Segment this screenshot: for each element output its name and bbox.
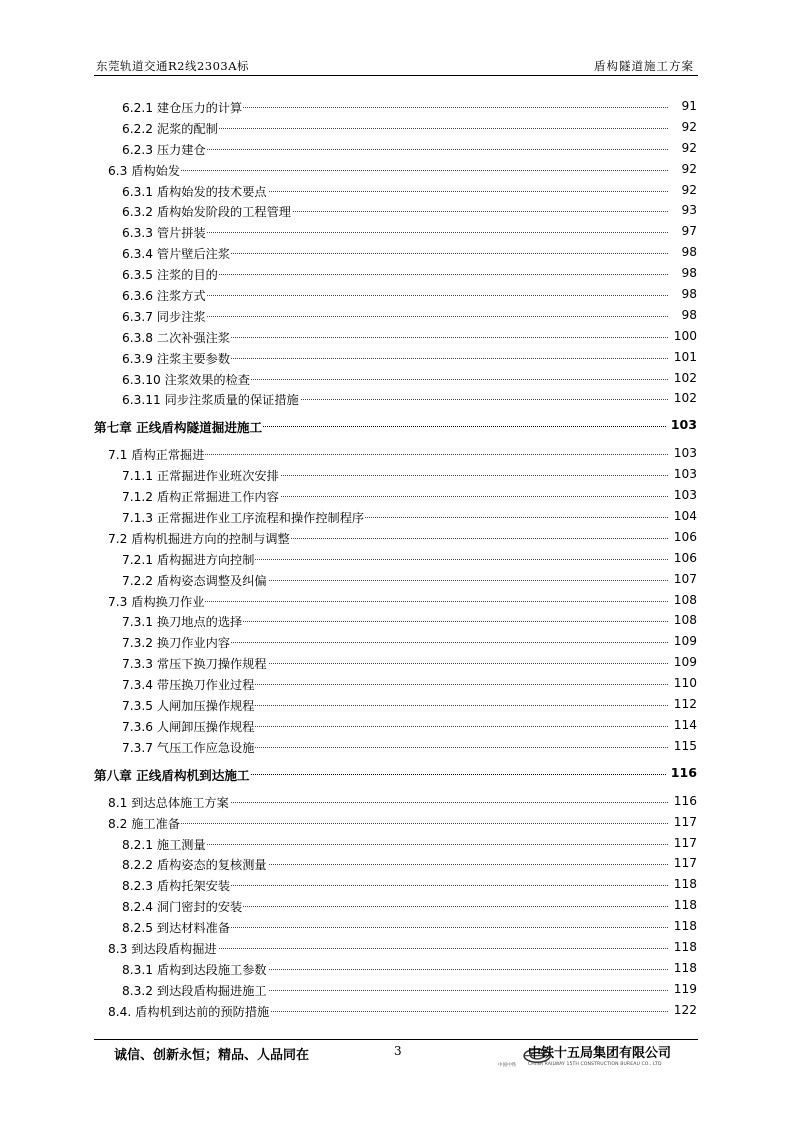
toc-chapter-entry[interactable] (94, 412, 700, 441)
toc-entry-title: 8.2 施工准备 (108, 816, 181, 831)
toc-leader-dots (108, 170, 668, 171)
toc-entry[interactable] (94, 833, 700, 854)
toc-entry[interactable] (94, 715, 700, 736)
toc-entry[interactable] (94, 464, 700, 485)
page-footer (94, 1039, 698, 1080)
toc-entry-title: 7.3.2 换刀作业内容 (122, 636, 231, 651)
toc-entry-page: 117 (673, 835, 697, 850)
toc-entry-page: 118 (673, 898, 697, 913)
toc-entry-title: 8.2.1 施工测量 (122, 837, 206, 852)
toc-entry-title: 6.3.1 盾构始发的技术要点 (122, 184, 267, 199)
toc-entry[interactable] (94, 368, 700, 389)
toc-entry-title: 7.3 盾构换刀作业 (108, 594, 205, 609)
toc-entry[interactable] (94, 200, 700, 221)
toc-entry[interactable] (94, 117, 700, 138)
toc-entry-title: 7.2.2 盾构姿态调整及纠偏 (122, 573, 267, 588)
toc-entry-title: 7.1.3 正常掘进作业工序流程和操作控制程序 (122, 511, 365, 526)
toc-entry-title: 8.4. 盾构机到达前的预防措施 (108, 1004, 270, 1019)
toc-entry[interactable] (94, 180, 700, 201)
toc-entry-title: 8.2.4 洞门密封的安装 (122, 900, 243, 915)
toc-entry-title: 7.2.1 盾构掘进方向控制 (122, 552, 255, 567)
toc-entry-page: 92 (681, 119, 697, 134)
toc-entry-page: 103 (673, 467, 697, 482)
toc-entry-page: 98 (681, 307, 697, 322)
toc-entry-page: 106 (673, 550, 697, 565)
toc-entry-page: 117 (673, 814, 697, 829)
toc-entry-page: 108 (673, 613, 697, 628)
toc-entry-page: 114 (673, 717, 697, 732)
toc-entry-title: 6.2.1 建仓压力的计算 (122, 101, 243, 115)
toc-entry-title: 第七章 正线盾构隧道掘进施工 (94, 417, 263, 436)
toc-entry[interactable] (94, 485, 700, 506)
toc-entry[interactable] (94, 326, 700, 347)
toc-entry-page: 102 (673, 370, 697, 385)
toc-entry-title: 6.3.2 盾构始发阶段的工程管理 (122, 205, 291, 220)
toc-entry-title: 8.2.5 到达材料准备 (122, 921, 231, 936)
toc-entry[interactable] (94, 736, 700, 757)
toc-entry-page: 118 (673, 960, 697, 975)
toc-entry-page: 118 (673, 939, 697, 954)
toc-entry-page: 122 (673, 1002, 697, 1017)
toc-entry-title: 7.2 盾构机掘进方向的控制与调整 (108, 531, 290, 546)
toc-entry-page: 107 (673, 571, 697, 586)
toc-entry-page: 101 (673, 349, 697, 364)
toc-entry-page: 100 (673, 328, 697, 343)
toc-entry-title: 8.3.1 盾构到达段施工参数 (122, 962, 267, 977)
toc-entry[interactable] (94, 853, 700, 874)
toc-entry-title: 7.3.6 人闸卸压操作规程 (122, 719, 255, 734)
toc-entry-title: 6.3.3 管片拼装 (122, 226, 206, 241)
toc-entry-page: 109 (673, 655, 697, 670)
footer-brand-small: 中国中铁 (498, 1063, 517, 1068)
footer-company-name-en: CHINA RAILWAY 15TH CONSTRUCTION BUREAU CO., LTD (528, 1062, 662, 1067)
toc-entry-title: 6.2.2 泥浆的配制 (122, 121, 218, 136)
toc-entry-page: 115 (673, 738, 697, 753)
toc-entry[interactable] (94, 242, 700, 263)
toc-entry-page: 110 (673, 676, 697, 691)
toc-entry-page: 116 (670, 764, 697, 780)
toc-entry[interactable] (94, 791, 700, 812)
toc-entry-page: 98 (681, 287, 697, 302)
toc-entry-page: 98 (681, 266, 697, 281)
toc-entry-page: 118 (673, 877, 697, 892)
table-of-contents (94, 96, 700, 1021)
toc-entry-page: 112 (673, 697, 697, 712)
toc-entry-page: 92 (681, 140, 697, 155)
toc-entry[interactable] (94, 979, 700, 1000)
page-number: 3 (394, 1044, 402, 1058)
toc-entry-page: 116 (673, 793, 697, 808)
toc-entry[interactable] (94, 96, 700, 117)
toc-entry-title: 6.3.10 注浆效果的检查 (122, 372, 250, 387)
toc-entry-title: 6.3.8 二次补强注浆 (122, 330, 231, 345)
toc-entry-title: 6.3.11 同步注浆质量的保证措施 (122, 393, 299, 408)
toc-entry[interactable] (94, 221, 700, 242)
toc-entry-page: 91 (681, 99, 697, 113)
toc-entry-page: 104 (673, 509, 697, 524)
toc-entry-page: 119 (673, 981, 697, 996)
toc-entry-title: 8.2.3 盾构托架安装 (122, 879, 231, 894)
toc-entry-page: 106 (673, 529, 697, 544)
toc-entry[interactable] (94, 1000, 700, 1021)
header-project-name: 东莞轨道交通R2线2303A标 (96, 59, 250, 73)
toc-leader-dots (108, 823, 668, 824)
toc-entry-title: 6.3.6 注浆方式 (122, 289, 206, 304)
toc-entry-page: 103 (673, 446, 697, 461)
toc-entry-title: 8.2.2 盾构姿态的复核测量 (122, 858, 267, 873)
toc-entry-page: 92 (681, 182, 697, 197)
toc-entry-title: 6.3 盾构始发 (108, 163, 181, 178)
toc-entry[interactable] (94, 610, 700, 631)
footer-motto: 诚信、创新永恒；精品、人品同在 (114, 1048, 310, 1063)
toc-entry-title: 第八章 正线盾构机到达施工 (94, 765, 251, 784)
toc-entry-title: 7.3.7 气压工作应急设施 (122, 740, 255, 755)
toc-entry-page: 93 (681, 203, 697, 218)
toc-entry[interactable] (94, 673, 700, 694)
toc-entry-title: 7.1 盾构正常掘进 (108, 448, 205, 463)
toc-entry-title: 6.2.3 压力建仓 (122, 142, 206, 157)
toc-entry[interactable] (94, 652, 700, 673)
toc-entry[interactable] (94, 694, 700, 715)
toc-entry-page: 97 (681, 224, 697, 239)
toc-entry-page: 118 (673, 919, 697, 934)
toc-entry[interactable] (94, 138, 700, 159)
toc-entry-title: 7.3.1 换刀地点的选择 (122, 615, 243, 630)
toc-chapter-entry[interactable] (94, 760, 700, 789)
toc-entry-title: 6.3.5 注浆的目的 (122, 268, 218, 283)
toc-entry[interactable] (94, 388, 700, 409)
toc-entry-title: 7.3.3 常压下换刀操作规程 (122, 657, 267, 672)
toc-entry-title: 8.3 到达段盾构掘进 (108, 941, 217, 956)
toc-entry[interactable] (94, 569, 700, 590)
toc-entry[interactable] (94, 895, 700, 916)
toc-entry[interactable] (94, 305, 700, 326)
toc-entry[interactable] (94, 443, 700, 464)
toc-entry[interactable] (94, 527, 700, 548)
toc-entry-title: 7.1.2 盾构正常掘进工作内容 (122, 490, 279, 505)
toc-entry[interactable] (94, 590, 700, 611)
toc-entry-page: 92 (681, 161, 697, 176)
toc-entry[interactable] (94, 812, 700, 833)
toc-entry[interactable] (94, 263, 700, 284)
toc-entry-title: 6.3.9 注浆主要参数 (122, 351, 231, 366)
toc-entry[interactable] (94, 958, 700, 979)
toc-entry[interactable] (94, 347, 700, 368)
footer-company-name: 中铁十五局集团有限公司 (528, 1046, 672, 1061)
toc-entry-page: 102 (673, 391, 697, 406)
toc-entry-page: 117 (673, 856, 697, 871)
toc-entry-title: 7.1.1 正常掘进作业班次安排 (122, 469, 279, 484)
header-document-title: 盾构隧道施工方案 (594, 59, 694, 73)
toc-entry-page: 103 (673, 488, 697, 503)
toc-entry-title: 7.3.5 人闸加压操作规程 (122, 699, 255, 714)
toc-entry-title: 6.3.4 管片壁后注浆 (122, 247, 231, 262)
toc-entry[interactable] (94, 284, 700, 305)
toc-entry[interactable] (94, 874, 700, 895)
toc-entry-title: 8.1 到达总体施工方案 (108, 795, 229, 810)
toc-entry-page: 103 (670, 417, 697, 433)
toc-entry[interactable] (94, 159, 700, 180)
toc-entry[interactable] (94, 916, 700, 937)
toc-entry-page: 98 (681, 245, 697, 260)
toc-entry-title: 6.3.7 同步注浆 (122, 309, 206, 324)
toc-entry[interactable] (94, 506, 700, 527)
page-header (94, 55, 698, 76)
toc-entry-page: 108 (673, 592, 697, 607)
toc-entry[interactable] (94, 937, 700, 958)
toc-entry[interactable] (94, 548, 700, 569)
toc-entry-title: 7.3.4 带压换刀作业过程 (122, 678, 255, 693)
toc-entry-title: 8.3.2 到达段盾构掘进施工 (122, 983, 267, 998)
toc-entry[interactable] (94, 631, 700, 652)
toc-entry-page: 109 (673, 634, 697, 649)
